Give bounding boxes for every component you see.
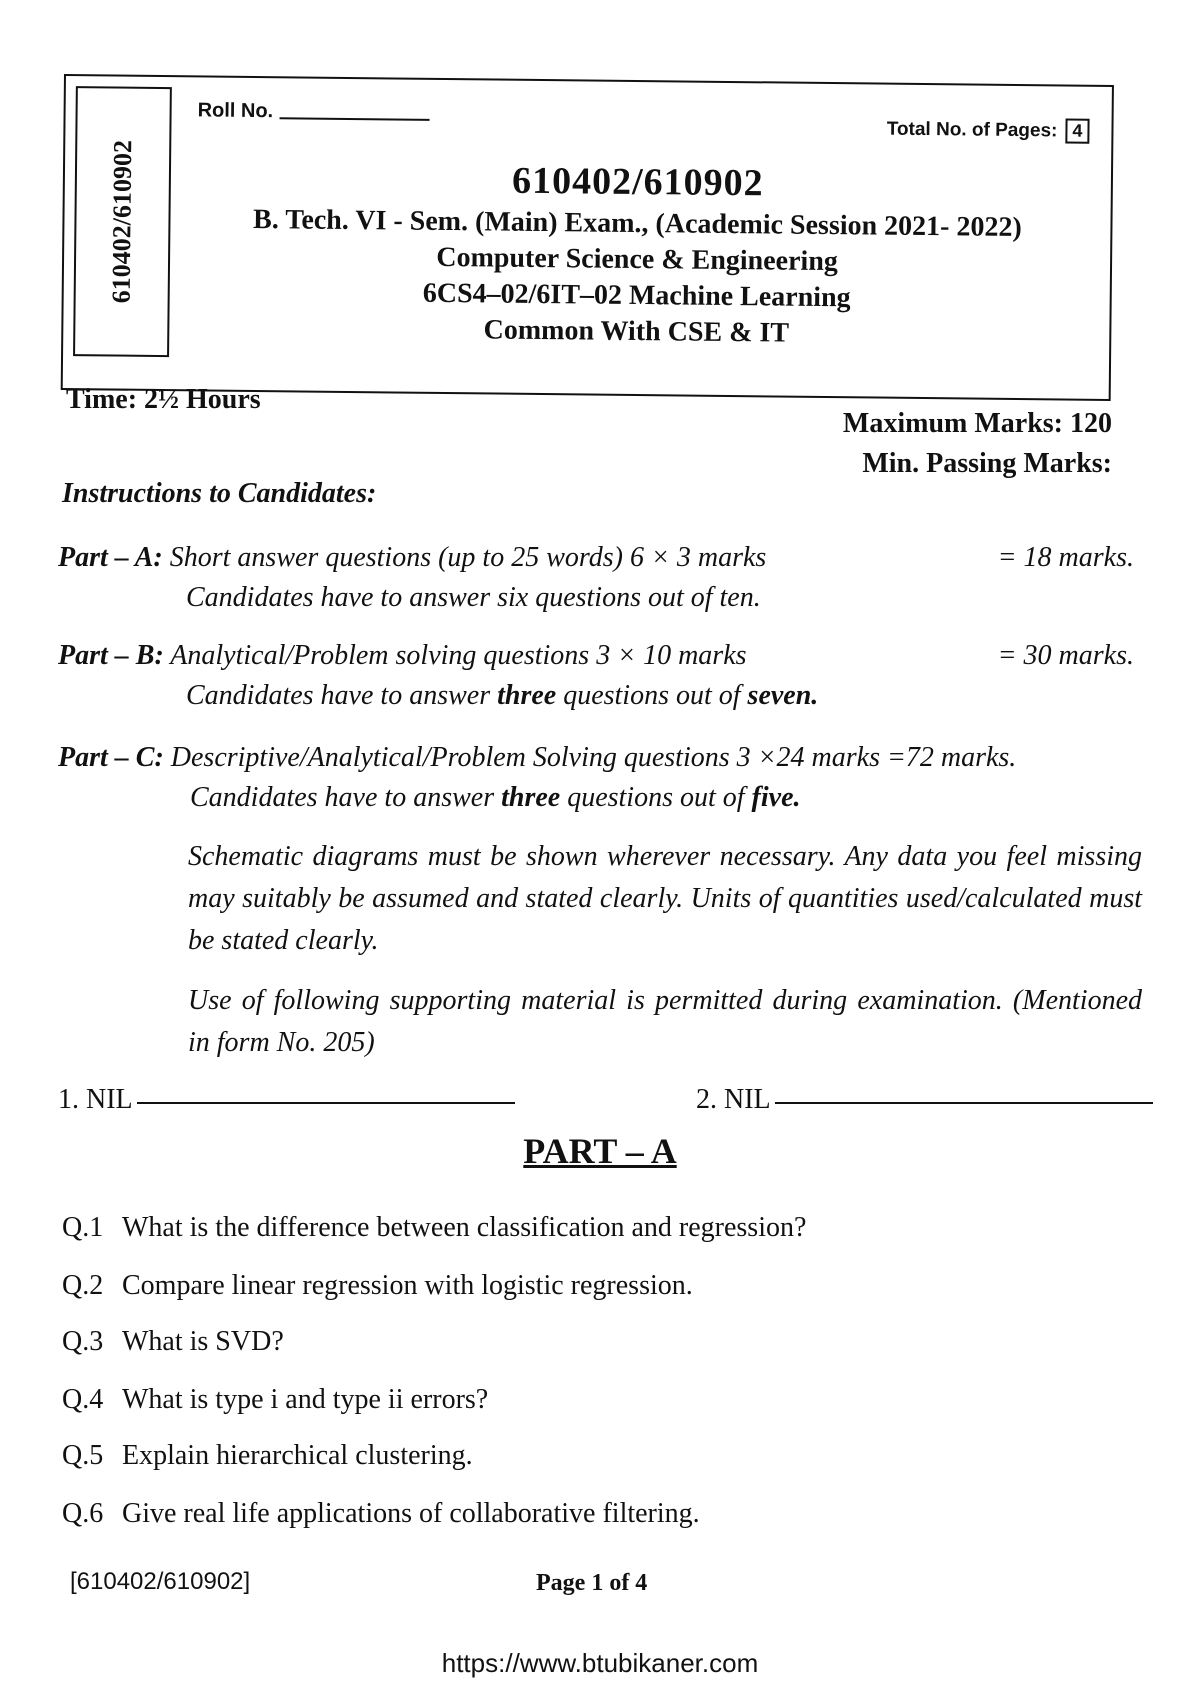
part-b-line2-pre: Candidates have to answer — [186, 680, 498, 711]
material-2-line — [775, 1102, 1153, 1104]
part-c-line2 — [58, 778, 1134, 818]
subject: 6CS4–02/6IT–02 Machine Learning — [422, 277, 851, 314]
question-number: Q.4 — [62, 1384, 104, 1415]
material-1-text: 1. NIL — [58, 1084, 133, 1115]
side-code-text: 610402/610902 — [106, 139, 138, 304]
supporting-material-note: Use of following supporting material is permitted during examination. (Mentioned in form No. 205) — [188, 985, 1142, 1058]
footer-paper-code: [610402/610902] — [70, 1568, 251, 1595]
question-item — [62, 1326, 284, 1358]
time-allowed: Time: 2½ Hours — [66, 384, 261, 415]
roll-line — [279, 117, 429, 121]
paper-code: 610402/610902 — [511, 159, 764, 205]
instructions-title: Instructions to Candidates: — [62, 478, 377, 509]
material-2 — [696, 1084, 1153, 1116]
question-text: Explain hierarchical clustering. — [122, 1440, 473, 1471]
question-item — [62, 1212, 806, 1244]
schematic-note: Schematic diagrams must be shown wherever necessary. Any data you feel missing may suitably be assumed and stated clearly. Units of quantities used/calculated must be stated clearly. — [188, 841, 1142, 956]
part-c-line2-bold: three — [501, 782, 561, 813]
header-box — [61, 74, 1114, 401]
question-number: Q.6 — [62, 1498, 104, 1529]
material-2-text: 2. NIL — [696, 1084, 771, 1115]
part-c-instruction — [58, 738, 1134, 818]
side-paper-code — [73, 86, 172, 357]
part-b-line2-mid: questions out of — [556, 680, 748, 711]
pages-label: Total No. of Pages: — [886, 118, 1058, 142]
question-item — [62, 1440, 473, 1472]
question-item — [62, 1498, 700, 1530]
question-text: What is type i and type ii errors? — [122, 1384, 489, 1415]
source-url[interactable]: https://www.btubikaner.com — [441, 1648, 759, 1678]
part-c-line2-bold2: five. — [751, 782, 801, 813]
part-a-heading: PART – A — [523, 1131, 677, 1171]
department: Computer Science & Engineering — [436, 241, 839, 278]
part-c-line2-mid: questions out of — [560, 782, 752, 813]
common-with: Common With CSE & IT — [483, 314, 790, 349]
pages-value: 4 — [1065, 118, 1089, 143]
exam-line: B. Tech. VI - Sem. (Main) Exam., (Academic Session 2021- 2022) — [252, 203, 1022, 244]
question-text: What is SVD? — [122, 1326, 284, 1357]
part-a-label: Part – A: — [58, 542, 163, 573]
marks-block — [843, 404, 1112, 484]
part-a-line1: Short answer questions (up to 25 words) 6 × 3 marks — [169, 542, 767, 573]
part-c-line2-pre: Candidates have to answer — [190, 782, 502, 813]
question-text: What is the difference between classification and regression? — [122, 1212, 807, 1243]
question-item — [62, 1270, 693, 1302]
question-text: Compare linear regression with logistic regression. — [122, 1270, 693, 1301]
min-passing-marks: Min. Passing Marks: — [862, 448, 1112, 479]
part-b-line2-bold2: seven. — [747, 680, 819, 711]
maximum-marks: Maximum Marks: 120 — [842, 408, 1112, 439]
question-number: Q.5 — [62, 1440, 104, 1471]
question-text: Give real life applications of collaborative filtering. — [122, 1498, 700, 1529]
question-number: Q.3 — [62, 1326, 104, 1357]
roll-label: Roll No. — [197, 99, 274, 123]
part-b-line1: Analytical/Problem solving questions 3 × 10 marks — [170, 640, 747, 671]
question-number: Q.1 — [62, 1212, 104, 1243]
part-a-total: = 18 marks. — [997, 542, 1134, 573]
material-1-line — [137, 1102, 515, 1104]
total-pages — [887, 117, 1090, 144]
part-b-line2 — [58, 676, 1134, 716]
header-title-block — [173, 153, 1101, 355]
part-a-line2: Candidates have to answer six questions out of ten. — [186, 582, 761, 613]
part-c-label: Part – C: — [58, 742, 164, 773]
part-b-total: = 30 marks. — [997, 640, 1134, 671]
question-item — [62, 1384, 488, 1416]
question-number: Q.2 — [62, 1270, 104, 1301]
part-b-label: Part – B: — [58, 640, 164, 671]
part-a-instruction — [58, 538, 1134, 618]
roll-number — [198, 99, 430, 124]
material-1 — [58, 1084, 515, 1116]
part-b-instruction — [58, 636, 1134, 716]
part-c-line1: Descriptive/Analytical/Problem Solving questions 3 ×24 marks =72 marks. — [170, 742, 1017, 773]
part-b-line2-bold: three — [497, 680, 557, 711]
footer-page-number: Page 1 of 4 — [536, 1570, 648, 1596]
